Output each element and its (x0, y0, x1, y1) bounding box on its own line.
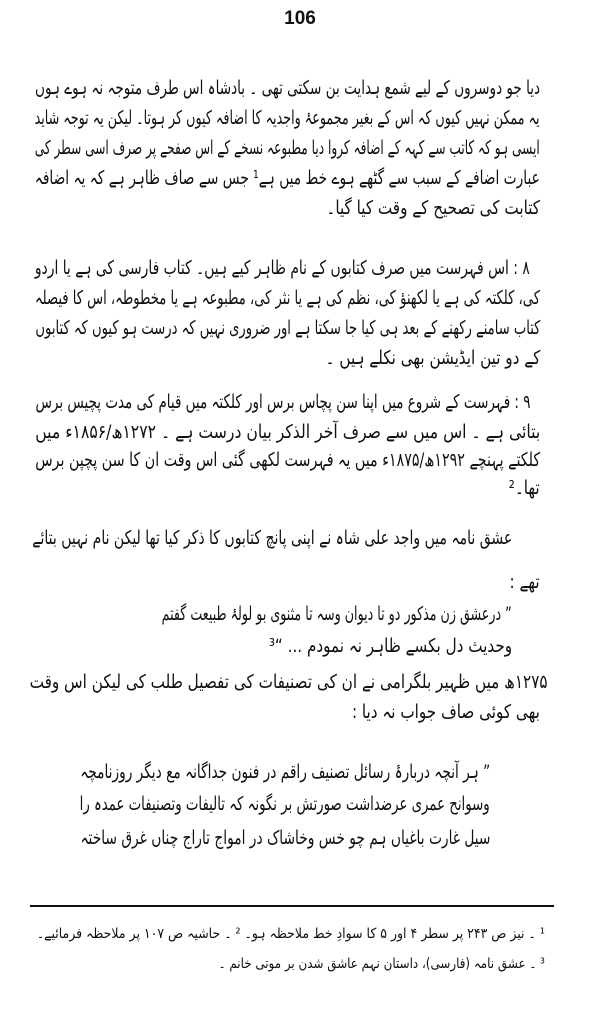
text-line: کلکتے پہنچے ۱۲۹۲ھ/۱۸۷۵ء میں یہ فہرست لکھی گئی اس وقت ان کا سن پچپن برس (35, 449, 540, 471)
text-line: عشق نامہ میں واجد علی شاہ نے اپنی پانچ کتابوں کا ذکر کیا تھا لیکن نام نہیں بتائے (32, 527, 512, 549)
page-number: 106 (284, 8, 316, 29)
text-line: یہ ممکن نہیں کیوں کہ اس کے بغیر مجموعۂ واجدیہ کا اضافہ کیوں کر ہوتا۔ لیکن یہ توجہ شاید (35, 107, 540, 129)
persian-quote-line: ” درعشق زن مذکور دو تا دیوان وسہ تا مثنوی بو لولۂ طبیعت گفتم (162, 603, 512, 625)
text-line: بتائی ہے ۔ اس میں سے صرف آخر الذکر بیان درست ہے ۔ ۱۲۷۲ھ/۱۸۵۶ء میں (35, 421, 541, 443)
text-line: کے دو تین ایڈیشن بھی نکلے ہیں ۔ (325, 347, 540, 369)
text-line: بھی کوئی صاف جواب نہ دیا : (352, 701, 540, 723)
text-line: کتابت کی تصحیح کے وقت کیا گیا۔ (326, 197, 540, 219)
numbered-paragraph-8: ۸ : اس فہرست میں صرف کتابوں کے نام ظاہر کیے ہیں۔ کتاب فارسی کی ہے یا اردو (35, 257, 530, 279)
footnote: ³ ۔ عشق نامہ (فارسی)، داستان نہم عاشق شدن بر موتی خانم ۔ (218, 956, 545, 972)
footnote: ¹ ۔ نیز ص ۲۴۳ پر سطر ۴ اور ۵ کا سوادِ خط ملاحظہ ہو۔ ² ۔ حاشیہ ص ۱۰۷ پر ملاحظہ فرمائیے۔ (37, 926, 545, 942)
text-line: دیا جو دوسروں کے لیے شمع ہدایت بن سکتی تھی ۔ بادشاہ اس طرف متوجہ نہ ہوے ہوں (35, 77, 540, 99)
numbered-paragraph-9: ۹ : فہرست کے شروع میں اپنا سن پچاس برس اور کلکتہ میں قیام کی مدت پچیس برس (34, 391, 530, 413)
persian-quote-line: ” ہر آنچہ دربارۂ رسائل تصنیف راقم در فنون جداگانہ مع دیگر روزنامچہ (80, 761, 490, 783)
text-line: تھا۔² (509, 477, 540, 499)
text-line: تھے : (509, 571, 540, 593)
text-line: ایسی ہو کہ کاتب سے کہہ کے اضافہ کروا دیا مطبوعہ نسخے کے اس صفحے پر صرف اسی سطر کی (35, 137, 540, 159)
persian-quote-line: وسوانح عمری عرضداشت صورتش بر نگونہ کہ تالیفات وتصنیفات عمدہ را (80, 793, 490, 815)
text-line: کتاب سامنے رکھنے کے بعد ہی کیا جا سکتا ہے اور ضروری نہیں کہ درست ہو کیوں کہ کتابوں (35, 317, 540, 339)
text-line: عبارت اضافے کے سبب سے گٹھے ہوے خط میں ہے¹ جس سے صاف ظاہر ہے کہ یہ اضافہ (35, 167, 540, 189)
persian-quote-line: وحدیث دل بکسے ظاہر نہ نمودم ... “³ (268, 635, 512, 657)
text-line: کی، کلکتہ کی ہے یا لکھنؤ کی، نظم کی ہے یا نثر کی، مطبوعہ ہے یا مخطوطہ، اس کا فیصلہ (35, 287, 540, 309)
text-line: ۱۲۷۵ھ میں ظہیر بلگرامی نے ان کی تصنیفات کی تفصیل طلب کی لیکن اس وقت (30, 671, 548, 693)
footnote-divider (30, 905, 554, 907)
persian-quote-line: سیل غارت باغیاں ہم چو خس وخاشاک در امواج تاراج چناں غرق ساختہ (80, 827, 490, 849)
